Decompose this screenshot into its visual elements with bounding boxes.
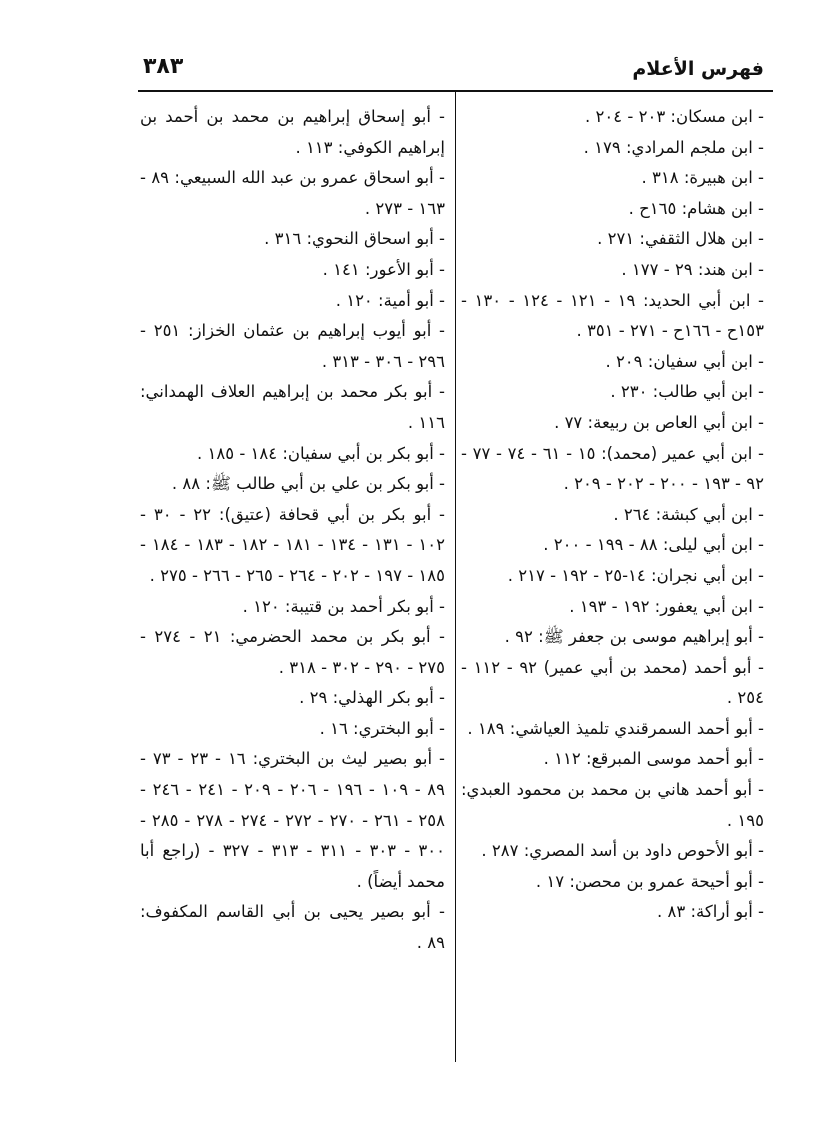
index-column-left (140, 102, 445, 959)
index-entry: - أبو بصير ليث بن البختري: ١٦ - ٢٣ - ٧٣ - ٨٩ - ١٠٩ - ١٩٦ - ٢٠٦ - ٢٠٩ - ٢٤١ - ٢٤٦ - ٢٥٨ - ٢٦١ - ٢٧٠ - ٢٧٢ - ٢٧٤ - ٢٧٨ - ٢٨٥ - ٣٠٠ - ٣٠٣ - ٣١١ - ٣١٣ - ٣٢٧ - (راجع أبا محمد أيضاً) . (140, 749, 446, 891)
index-entry: - أبو أحمد موسى المبرقع: ١١٢ . (543, 749, 764, 769)
index-entry: - أبو أراكة: ٨٣ . (656, 902, 764, 922)
index-entry: - أبو بكر أحمد بن قتيبة: ١٢٠ . (242, 596, 445, 616)
index-entry: - أبو إبراهيم موسى بن جعفر ﷺ: ٩٢ . (504, 627, 764, 647)
index-entry: - ابن هلال الثقفي: ٢٧١ . (597, 229, 764, 249)
index-entry: - ابن أبي ليلى: ٨٨ - ١٩٩ - ٢٠٠ . (543, 535, 764, 555)
index-entry: - ابن أبي نجران: ١٤-٢٥ - ١٩٢ - ٢١٧ . (507, 565, 764, 585)
index-column-right (461, 102, 764, 928)
index-entry: - ابن هشام: ١٦٥ح . (628, 198, 764, 218)
index-entry: - ابن هبيرة: ٣١٨ . (641, 168, 764, 188)
index-entry: - أبو إسحاق إبراهيم بن محمد بن أحمد بن إبراهيم الكوفي: ١١٣ . (140, 107, 445, 157)
index-entry: - أبو بكر محمد بن إبراهيم العلاف الهمداني: ١١٦ . (140, 382, 445, 432)
index-entry: - ابن هند: ٢٩ - ١٧٧ . (621, 259, 764, 279)
index-entry: - أبو أحمد السمرقندي تلميذ العياشي: ١٨٩ . (467, 718, 764, 738)
index-entry: - أبو بكر بن أبي سفيان: ١٨٤ - ١٨٥ . (196, 443, 445, 463)
index-entry: - ابن أبي كبشة: ٢٦٤ . (613, 504, 764, 524)
index-entry: - أبو أيوب إبراهيم بن عثمان الخزاز: ٢٥١ - ٢٩٦ - ٣٠٦ - ٣١٣ . (140, 321, 445, 371)
page-number: ٣٨٣ (143, 54, 184, 79)
index-entry: - أبو اسحاق النحوي: ٣١٦ . (264, 229, 445, 249)
index-entry: - ابن أبي سفيان: ٢٠٩ . (605, 351, 764, 371)
column-divider (455, 92, 456, 1062)
index-entry: - أبو بكر بن علي بن أبي طالب ﷺ: ٨٨ . (171, 474, 445, 494)
index-entry: - أبو بكر بن محمد الحضرمي: ٢١ - ٢٧٤ - ٢٧٥ - ٢٩٠ - ٣٠٢ - ٣١٨ . (140, 627, 445, 677)
index-entry: - أبو بكر بن أبي قحافة (عتيق): ٢٢ - ٣٠ - ١٠٢ - ١٣١ - ١٣٤ - ١٨١ - ١٨٢ - ١٨٣ - ١٨٤ - ١٨٥ - ١٩٧ - ٢٠٢ - ٢٦٤ - ٢٦٥ - ٢٦٦ - ٢٧٥ . (140, 504, 446, 585)
index-entry: - ابن أبي عمير (محمد): ١٥ - ٦١ - ٧٤ - ٧٧ - ٩٢ - ١٩٣ - ٢٠٠ - ٢٠٢ - ٢٠٩ . (461, 443, 764, 494)
index-entry: - أبو أمية: ١٢٠ . (335, 290, 445, 310)
index-entry: - ابن أبي يعفور: ١٩٢ - ١٩٣ . (569, 596, 764, 616)
index-entry: - أبو بصير يحيى بن أبي القاسم المكفوف: ٨٩ . (140, 902, 445, 953)
index-entry: - أبو أحمد هاني بن محمد بن محمود العبدي: ١٩٥ . (461, 780, 764, 830)
index-entry: - أبو بكر الهذلي: ٢٩ . (299, 688, 445, 708)
index-entry: - أبو أحيحة عمرو بن محصن: ١٧ . (535, 871, 764, 891)
index-entry: - ابن أبي الحديد: ١٩ - ١٢١ - ١٢٤ - ١٣٠ - ١٥٣ح - ١٦٦ح - ٢٧١ - ٣٥١ . (461, 290, 765, 341)
index-entry: - أبو اسحاق عمرو بن عبد الله السبيعي: ٨٩ - ١٦٣ - ٢٧٣ . (140, 168, 445, 218)
index-entry: - ابن ملجم المرادي: ١٧٩ . (583, 137, 764, 157)
index-entry: - أبو أحمد (محمد بن أبي عمير) ٩٢ - ١١٢ - ٢٥٤ . (461, 657, 764, 708)
index-entry: - ابن أبي العاص بن ربيعة: ٧٧ . (554, 412, 764, 432)
running-header-title: فهرس الأعلام (632, 58, 764, 80)
index-entry: - أبو الأحوص داود بن أسد المصري: ٢٨٧ . (481, 841, 764, 861)
index-entry: - ابن أبي طالب: ٢٣٠ . (610, 382, 764, 402)
index-entry: - أبو البختري: ١٦ . (319, 718, 445, 738)
index-entry: - أبو الأعور: ١٤١ . (322, 259, 445, 279)
index-entry: - ابن مسكان: ٢٠٣ - ٢٠٤ . (585, 107, 764, 126)
